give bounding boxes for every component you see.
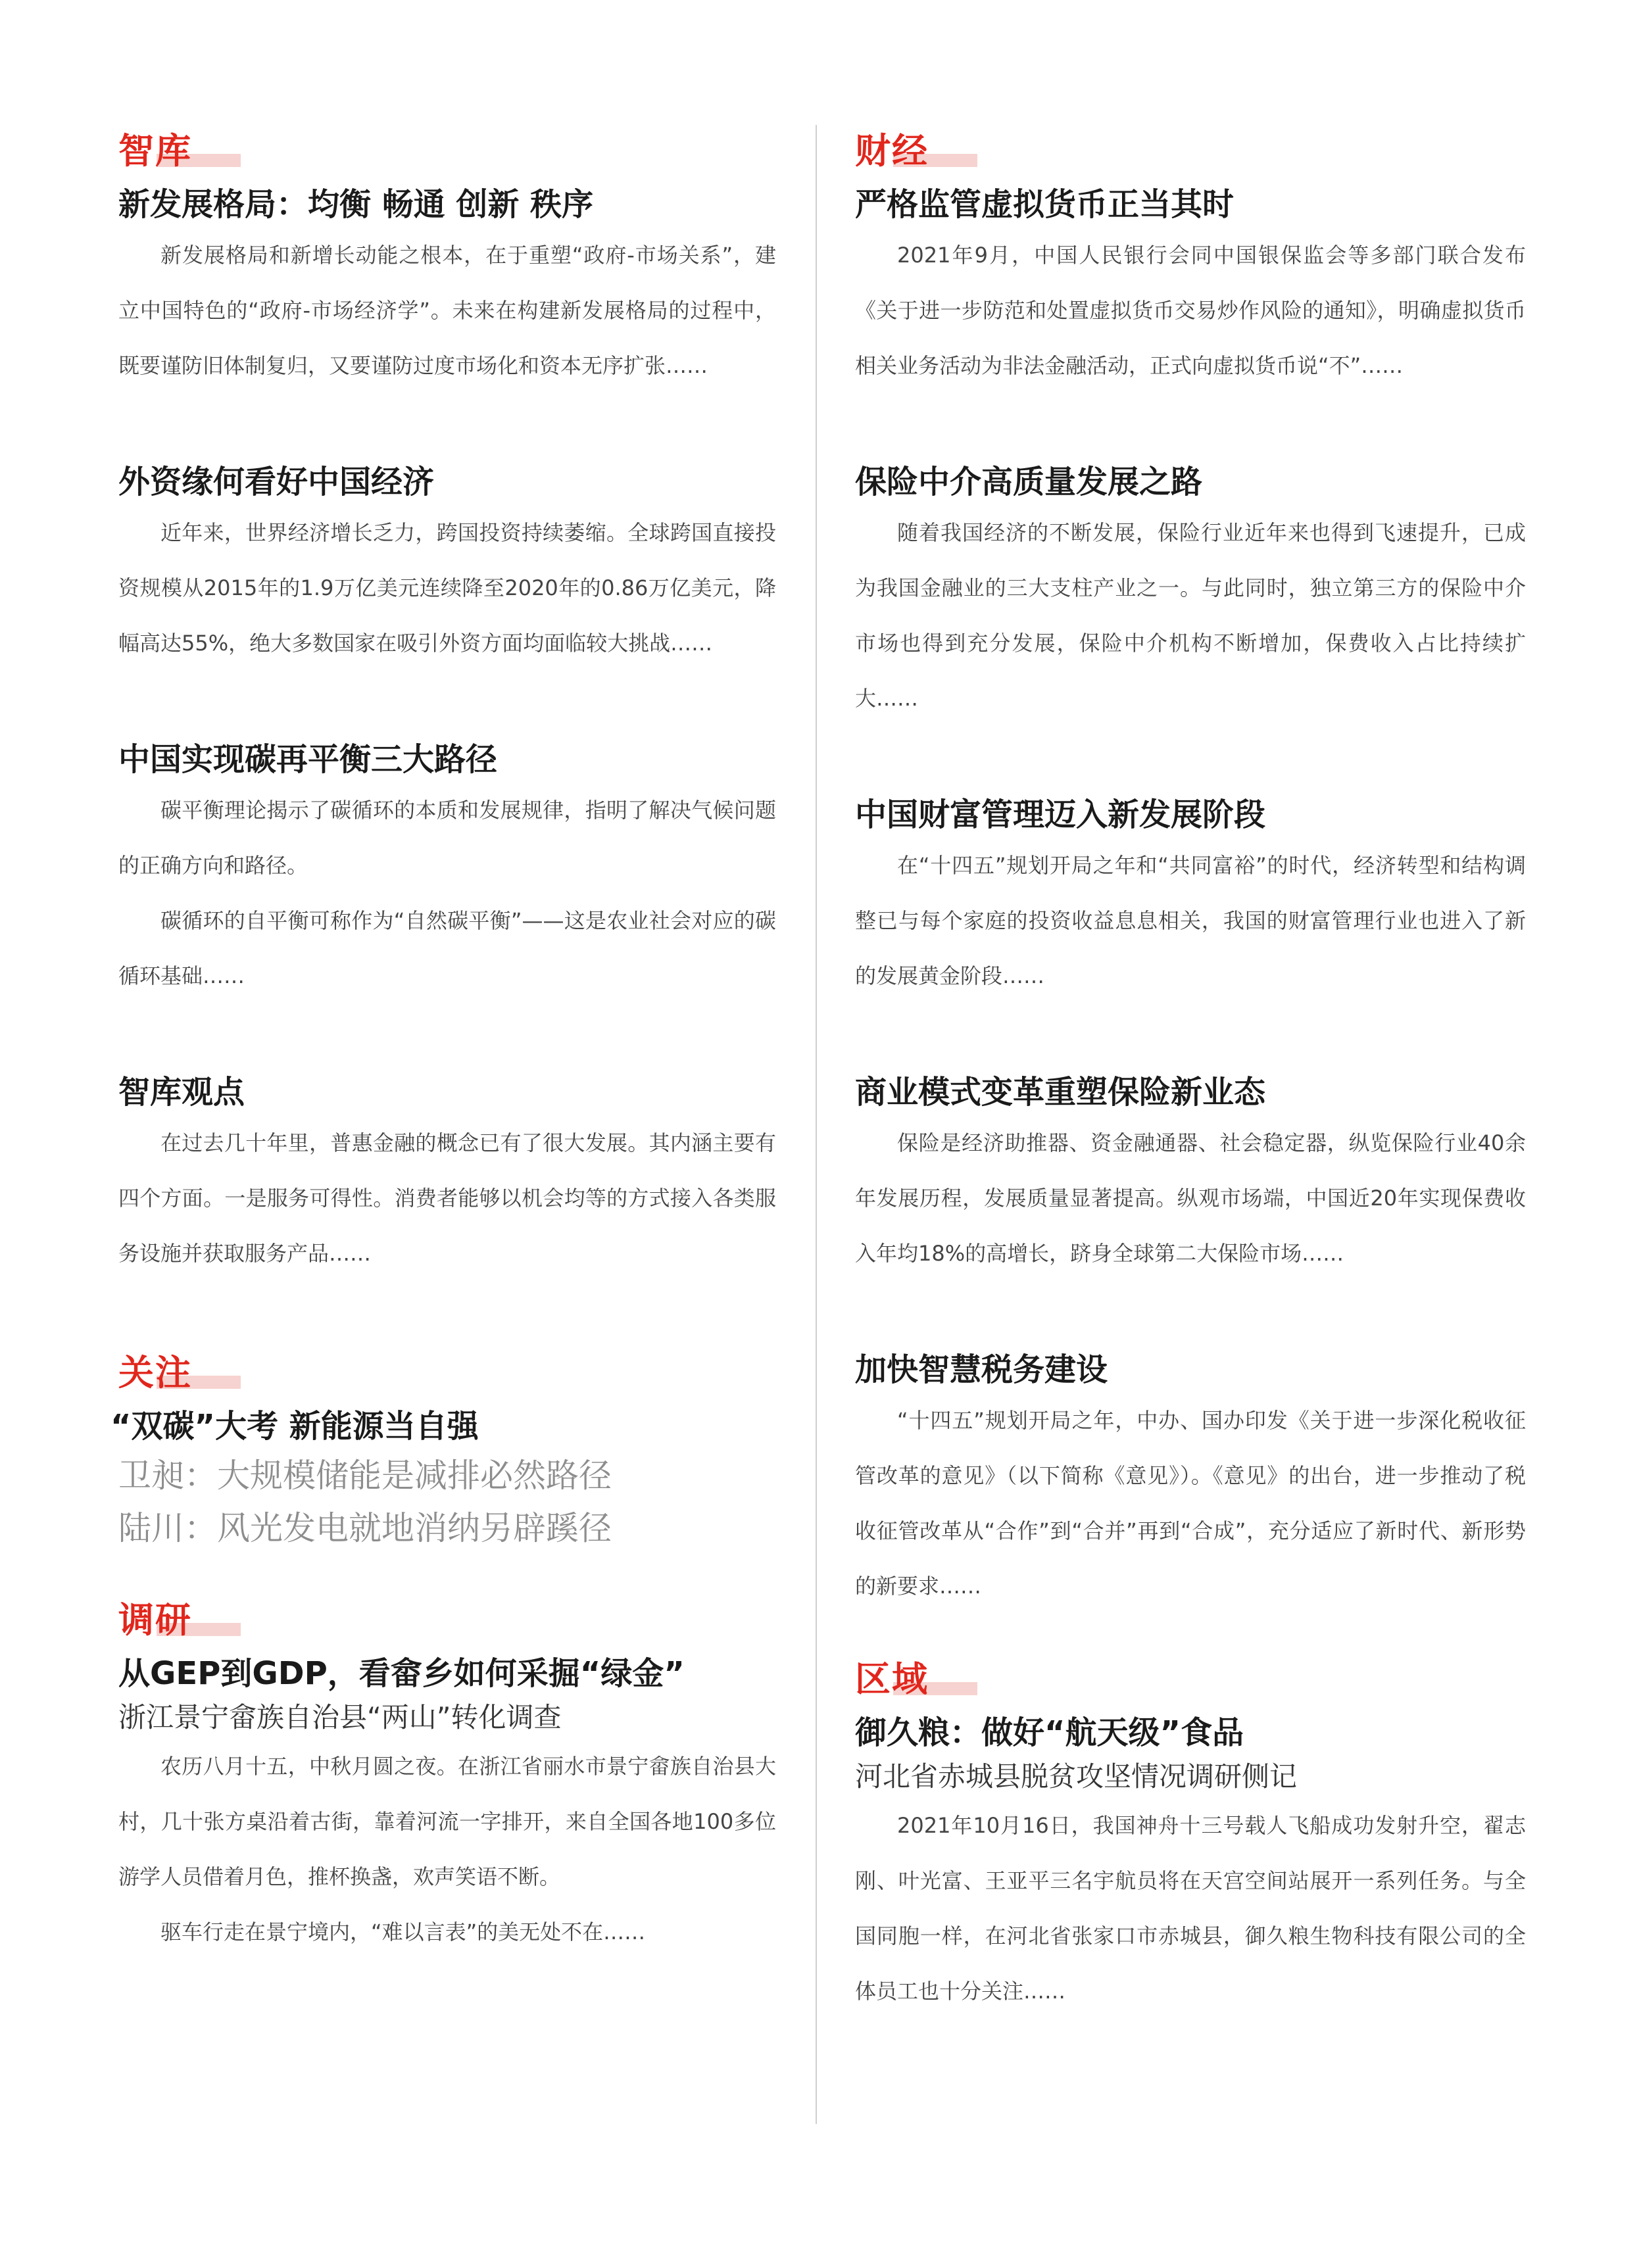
section-label: 关注 <box>118 1352 192 1393</box>
article-paragraph: 2021年9月，中国人民银行会同中国银保监会等多部门联合发布《关于进一步防范和处置虚拟货币交易炒作风险的通知》，明确虚拟货币相关业务活动为非法金融活动，正式向虚拟货币说“不”…… <box>855 243 1526 378</box>
right-column <box>855 125 1526 2019</box>
article-paragraph: 在过去几十年里，普惠金融的概念已有了很大发展。其内涵主要有四个方面。一是服务可得性。消费者能够以机会均等的方式接入各类服务设施并获取服务产品…… <box>118 1130 776 1266</box>
section-label: 调研 <box>118 1599 192 1641</box>
section-tag-quyu <box>855 1653 1526 1706</box>
article-title[interactable]: 中国实现碳再平衡三大路径 <box>118 741 498 778</box>
article-title[interactable]: 智库观点 <box>118 1074 245 1111</box>
article-paragraph: 保险是经济助推器、资金融通器、社会稳定器，纵览保险行业40余年发展历程，发展质量显著提高。纵观市场端，中国近20年实现保费收入年均18%的高增长，跻身全球第二大保险市场…… <box>855 1130 1526 1266</box>
interview-line[interactable]: 卫昶：大规模储能是减排必然路径 <box>118 1457 612 1495</box>
left-column <box>110 125 776 1960</box>
interview-line[interactable]: 陆川：风光发电就地消纳另辟蹊径 <box>118 1509 612 1547</box>
section-tag-caijing <box>855 125 1526 178</box>
article-title[interactable]: 从GEP到GDP，看畲乡如何采掘“绿金” <box>118 1655 685 1692</box>
article-paragraph: 农历八月十五，中秋月圆之夜。在浙江省丽水市景宁畲族自治县大 村，几十张方桌沿着古街，靠着河流一字排开，来自全国各地100多位游学人员借着月色，推杯换盏，欢声笑语不断。 <box>118 1754 776 1889</box>
article-title[interactable]: 加快智慧税务建设 <box>855 1351 1108 1388</box>
column-divider <box>816 125 817 2124</box>
section-tag-diaoyan <box>118 1594 776 1647</box>
section-tag-zhiku <box>118 125 776 178</box>
article-title[interactable]: 外资缘何看好中国经济 <box>118 464 435 500</box>
article-title[interactable]: 严格监管虚拟货币正当其时 <box>855 186 1235 223</box>
article-paragraph: 驱车行走在景宁境内，“难以言表”的美无处不在…… <box>160 1919 646 1944</box>
article-paragraph: 2021年10月16日，我国神舟十三号载人飞船成功发射升空，翟志刚、叶光富、王亚平三名宇航员将在天宫空间站展开一系列任务。与全国同胞一样，在河北省张家口市赤城县，御久粮生物科技有限公司的全体员工也十分关注…… <box>855 1813 1526 2004</box>
article-title[interactable]: “双碳”大考 新能源当自强 <box>110 1408 479 1445</box>
article-title[interactable]: 保险中介高质量发展之路 <box>855 464 1203 500</box>
article-title[interactable]: 商业模式变革重塑保险新业态 <box>855 1074 1266 1111</box>
article-paragraph: 随着我国经济的不断发展，保险行业近年来也得到飞速提升，已成为我国金融业的三大支柱产业之一。与此同时，独立第三方的保险中介市场也得到充分发展，保险中介机构不断增加，保费收入占比持续扩大…… <box>855 520 1526 711</box>
section-label: 智库 <box>118 130 192 172</box>
article-paragraph: “十四五”规划开局之年，中办、国办印发《关于进一步深化税收征管改革的意见》（以下简称《意见》）。《意见》的出台，进一步推动了税收征管改革从“合作”到“合并”再到“合成”，充分适应了新时代、新形势的新要求…… <box>855 1408 1526 1599</box>
article-title[interactable]: 御久粮：做好“航天级”食品 <box>855 1714 1244 1751</box>
section-tag-guanzhu <box>118 1347 776 1399</box>
article-paragraph: 在“十四五”规划开局之年和“共同富裕”的时代，经济转型和结构调整已与每个家庭的投资收益息息相关，我国的财富管理行业也进入了新的发展黄金阶段…… <box>855 853 1526 988</box>
article-title[interactable]: 中国财富管理迈入新发展阶段 <box>855 796 1266 833</box>
article-paragraph: 近年来，世界经济增长乏力，跨国投资持续萎缩。全球跨国直接投资规模从2015年的1.9万亿美元连续降至2020年的0.86万亿美元，降幅高达55%，绝大多数国家在吸引外资方面均面临较大挑战…… <box>118 520 776 656</box>
article-subtitle: 河北省赤城县脱贫攻坚情况调研侧记 <box>855 1760 1298 1793</box>
section-label: 区域 <box>855 1658 929 1700</box>
article-paragraph: 碳平衡理论揭示了碳循环的本质和发展规律，指明了解决气候问题的正确方向和路径。 <box>118 798 776 878</box>
article-paragraph: 新发展格局和新增长动能之根本，在于重塑“政府-市场关系”，建立中国特色的“政府-市场经济学”。未来在构建新发展格局的过程中，既要谨防旧体制复归，又要谨防过度市场化和资本无序扩张…… <box>118 243 776 378</box>
article-subtitle: 浙江景宁畲族自治县“两山”转化调查 <box>118 1701 562 1733</box>
article-paragraph: 碳循环的自平衡可称作为“自然碳平衡”——这是农业社会对应的碳循环基础…… <box>118 908 776 988</box>
section-label: 财经 <box>855 130 929 172</box>
article-title[interactable]: 新发展格局：均衡 畅通 创新 秩序 <box>118 186 594 223</box>
